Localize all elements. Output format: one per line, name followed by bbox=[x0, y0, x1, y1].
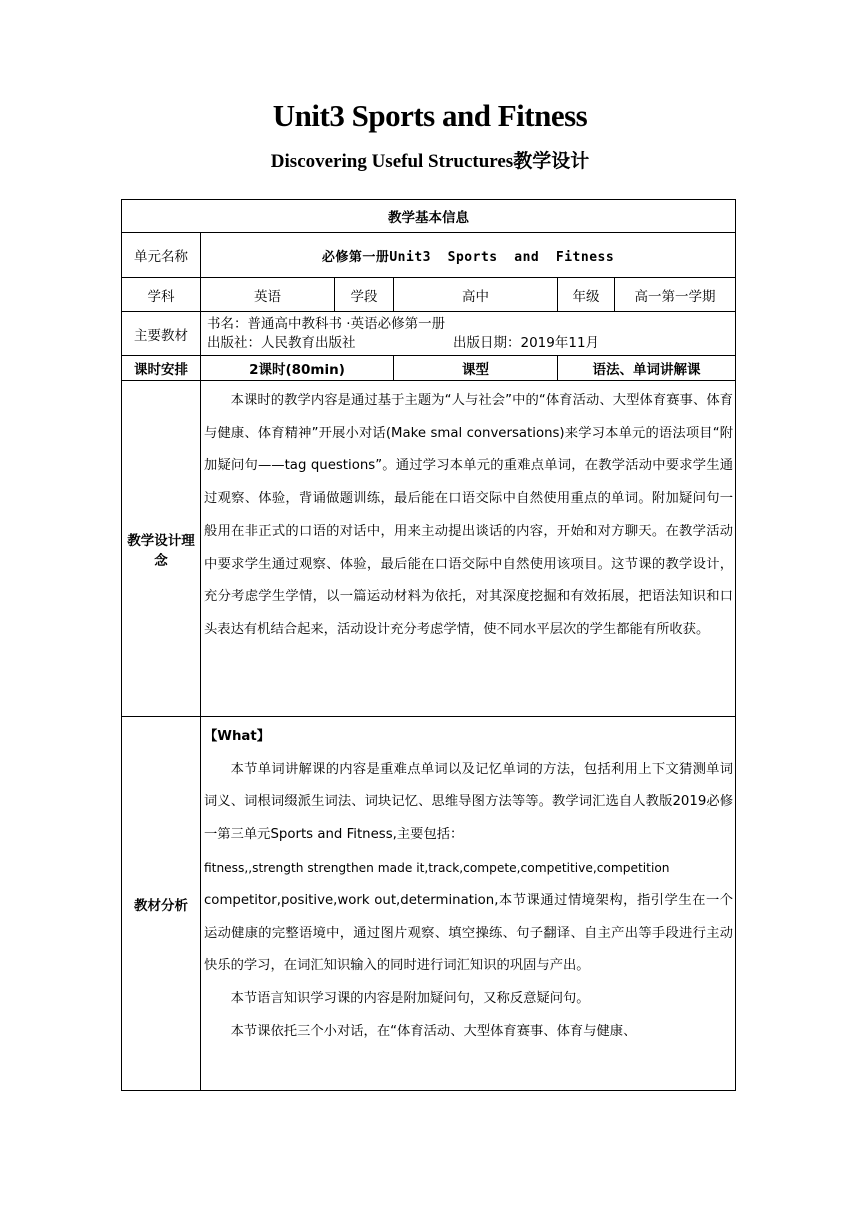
schedule-label: 课时安排 bbox=[122, 356, 201, 381]
what-heading: 【What】 bbox=[204, 729, 271, 744]
unit-name-row bbox=[122, 233, 736, 278]
subject-row bbox=[122, 278, 736, 312]
textbook-publisher: 出版社：人民教育出版社 bbox=[207, 334, 356, 351]
design-concept-row bbox=[122, 381, 736, 717]
design-concept-content bbox=[201, 381, 736, 717]
material-para-3: 本节课依托三个小对话，在“体育活动、大型体育赛事、体育与健康、 bbox=[230, 1023, 637, 1039]
material-analysis-label: 教材分析 bbox=[122, 717, 201, 1091]
material-analysis-row bbox=[122, 717, 736, 1091]
document-title: Unit3 Sports and Fitness bbox=[272, 98, 588, 133]
textbook-row bbox=[122, 312, 736, 356]
grade-value: 高一第一学期 bbox=[615, 278, 736, 312]
stage-label: 学段 bbox=[335, 278, 394, 312]
schedule-row bbox=[122, 356, 736, 381]
design-concept-text: 本课时的教学内容是通过基于主题为“人与社会”中的“体育活动、大型体育赛事、体育与健康、体育精神”开展小对话(Make smal conversations)来学习本单元的语法项目“附加疑问句——tag questions”。通过学习本单元的重难点单词，在教学活动中要求学生通过观察、体验，背诵做题训练，最后能在口语交际中自然使用重点的单词。附加疑问句一般用在非正式的口语的对话中，用来主动提出谈话的内容，开始和对方聊天。在教学活动中要求学生通过观察、体验，最后能在口语交际中自然使用该项目。这节课的教学设计，充分考虑学生学情，以一篇运动材料为依托，对其深度挖掘和有效拓展，把语法知识和口头表达有机结合起来，活动设计充分考虑学情，使不同水平层次的学生都能有所收获。 bbox=[204, 393, 734, 637]
schedule-hours: 2课时(80min) bbox=[201, 356, 394, 381]
material-para-1: 本节单词讲解课的内容是重难点单词以及记忆单词的方法，包括利用上下文猜测单词词义、词根词缀派生词法、词块记忆、思维导图方法等等。教学词汇选自人教版2019必修一第三单元Sports and Fitness,主要包括： bbox=[204, 761, 734, 843]
document-subtitle: Discovering Useful Structures教学设计 bbox=[270, 151, 590, 172]
lesson-type-label: 课型 bbox=[394, 356, 558, 381]
textbook-label: 主要教材 bbox=[122, 312, 201, 356]
material-analysis-content bbox=[201, 717, 736, 1091]
design-concept-label: 教学设计理念 bbox=[122, 381, 201, 717]
vocabulary-list: fitness,,strength strengthen made it,track,compete,competitive,competition bbox=[204, 860, 670, 875]
lesson-type-value: 语法、单词讲解课 bbox=[558, 356, 736, 381]
section-header: 教学基本信息 bbox=[122, 200, 736, 233]
material-para-2: 本节语言知识学习课的内容是附加疑问句，又称反意疑问句。 bbox=[230, 990, 590, 1006]
textbook-info bbox=[201, 312, 736, 356]
material-para-1-cont: competitor,positive,work out,determination,本节课通过情境架构，指引学生在一个运动健康的完整语境中，通过图片观察、填空操练、句子翻译、自主产出等手段进行主动快乐的学习，在词汇知识输入的同时进行词汇知识的巩固与产出。 bbox=[204, 892, 734, 974]
stage-value: 高中 bbox=[394, 278, 558, 312]
subject-label: 学科 bbox=[122, 278, 201, 312]
textbook-title: 书名：普通高中教科书 ·英语必修第一册 bbox=[207, 315, 446, 332]
textbook-pub-date: 出版日期：2019年11月 bbox=[453, 334, 600, 351]
unit-name-label: 单元名称 bbox=[122, 233, 201, 278]
grade-label: 年级 bbox=[558, 278, 615, 312]
textbook-publisher-line bbox=[207, 334, 729, 353]
subject-value: 英语 bbox=[201, 278, 335, 312]
lesson-info-table bbox=[121, 199, 736, 1091]
unit-name-value: 必修第一册Unit3 Sports and Fitness bbox=[201, 233, 736, 278]
section-header-row bbox=[122, 200, 736, 233]
